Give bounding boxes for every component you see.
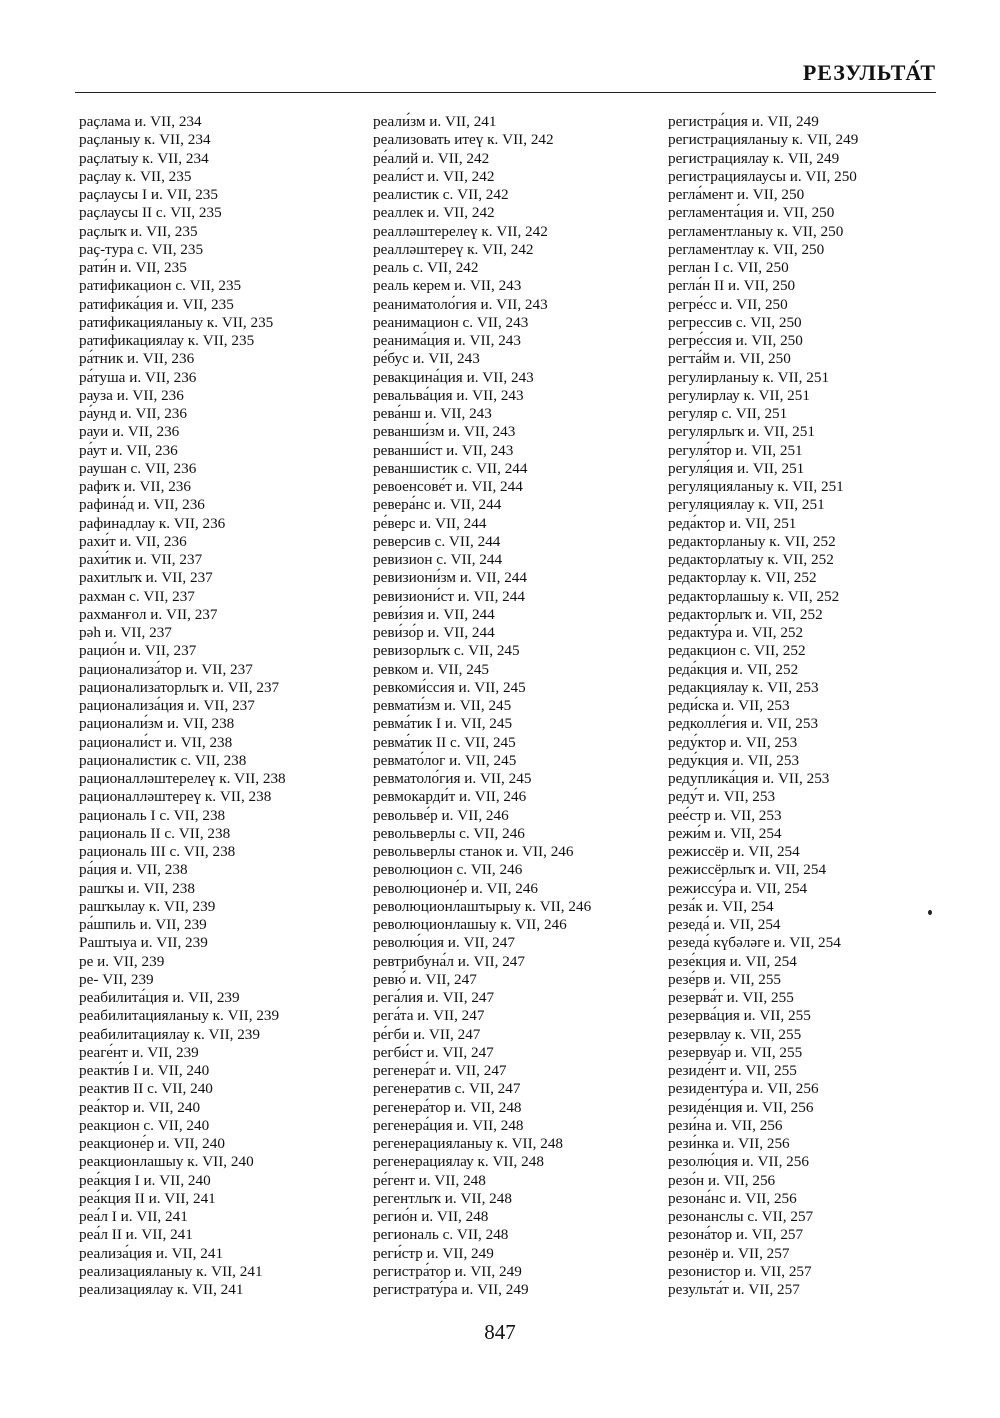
dictionary-entry: револьверлы с. VII, 246 — [373, 824, 525, 842]
entry-column-1 — [79, 113, 286, 1299]
dictionary-entry: ра́ция и. VII, 238 — [79, 861, 188, 879]
dictionary-entry: реалистик с. VII, 242 — [373, 186, 509, 203]
dictionary-entry: реди́ска и. VII, 253 — [668, 697, 790, 714]
dictionary-entry: реду́ктор и. VII, 253 — [668, 733, 798, 751]
dictionary-entry: реалләштереү к. VII, 242 — [373, 240, 534, 258]
dictionary-entry: регулярлыҡ и. VII, 251 — [668, 423, 815, 441]
dictionary-entry: резервлау к. VII, 255 — [668, 1025, 802, 1043]
dictionary-entry: ратификацион с. VII, 235 — [79, 277, 242, 295]
dictionary-entry: резиде́нт и. VII, 255 — [668, 1062, 797, 1079]
dictionary-entry: регби́ст и. VII, 247 — [373, 1043, 494, 1061]
dictionary-entry: рационализаторлыҡ и. VII, 237 — [79, 678, 280, 696]
dictionary-entry: реализа́ция и. VII, 241 — [79, 1244, 224, 1262]
dictionary-entry: регентлыҡ и. VII, 248 — [373, 1189, 512, 1207]
dictionary-entry: результа́т и. VII, 257 — [668, 1281, 800, 1298]
dictionary-entry: регуля́тор и. VII, 251 — [668, 441, 803, 459]
dictionary-entry: реали́ст и. VII, 242 — [373, 167, 495, 185]
dictionary-entry: реакционе́р и. VII, 240 — [79, 1135, 225, 1152]
dictionary-entry: раҫлау к. VII, 235 — [79, 167, 192, 185]
dictionary-entry: реабилита́ция и. VII, 239 — [79, 989, 240, 1006]
dictionary-entry: раҫлаусы I и. VII, 235 — [79, 186, 218, 203]
dictionary-entry: регре́сс и. VII, 250 — [668, 295, 788, 313]
dictionary-entry: раҫланыу к. VII, 234 — [79, 131, 211, 149]
dictionary-entry: рафинадлау к. VII, 236 — [79, 514, 226, 532]
dictionary-entry: регулирланыу к. VII, 251 — [668, 368, 830, 386]
dictionary-entry: рационали́зм и. VII, 238 — [79, 715, 235, 733]
dictionary-entry: рега́та и. VII, 247 — [373, 1007, 485, 1025]
dictionary-entry: ре́гент и. VII, 248 — [373, 1171, 486, 1189]
dictionary-entry: рәһ и. VII, 237 — [79, 624, 172, 641]
dictionary-entry: регуляциялау к. VII, 251 — [668, 496, 825, 514]
dictionary-entry: рауи и. VII, 236 — [79, 423, 180, 441]
dictionary-entry: рациональ II с. VII, 238 — [79, 824, 231, 842]
dictionary-entry: реа́кция I и. VII, 240 — [79, 1171, 211, 1189]
dictionary-entry: ревизиони́зм и. VII, 244 — [373, 569, 527, 587]
dictionary-entry: Раштыуа и. VII, 239 — [79, 934, 208, 952]
dictionary-entry: реа́л II и. VII, 241 — [79, 1226, 193, 1244]
dictionary-entry: режиссу́ра и. VII, 254 — [668, 879, 808, 897]
dictionary-entry: ре́гби и. VII, 247 — [373, 1025, 481, 1043]
dictionary-entry: реактив II с. VII, 240 — [79, 1080, 213, 1098]
dictionary-entry: реви́зия и. VII, 244 — [373, 605, 495, 623]
dictionary-entry: резонанслы с. VII, 257 — [668, 1208, 814, 1225]
dictionary-entry: реги́стр и. VII, 249 — [373, 1244, 494, 1262]
dictionary-entry: реаль керем и. VII, 243 — [373, 277, 522, 295]
dictionary-entry: ревмато́лог и. VII, 245 — [373, 751, 517, 769]
dictionary-entry: регенера́т и. VII, 247 — [373, 1062, 507, 1079]
dictionary-entry: резонёр и. VII, 257 — [668, 1244, 790, 1262]
dictionary-entry: редакторлыҡ и. VII, 252 — [668, 605, 823, 623]
dictionary-entry: реви́зо́р и. VII, 244 — [373, 624, 495, 641]
dictionary-entry: реализацияланыу к. VII, 241 — [79, 1262, 263, 1280]
dictionary-entry: рези́на и. VII, 256 — [668, 1116, 783, 1134]
dictionary-entry: ревма́тик I и. VII, 245 — [373, 715, 513, 733]
dictionary-entry: ре и. VII, 239 — [79, 952, 165, 970]
dictionary-entry: рафиҡ и. VII, 236 — [79, 478, 191, 495]
dictionary-entry: реду́кция и. VII, 253 — [668, 751, 800, 769]
dictionary-entry: ревма́тик II с. VII, 245 — [373, 733, 516, 751]
dictionary-entry: рациональ III с. VII, 238 — [79, 843, 236, 860]
dictionary-entry: реаниматоло́гия и. VII, 243 — [373, 295, 548, 313]
dictionary-entry: реванши́зм и. VII, 243 — [373, 423, 516, 441]
dictionary-entry: регла́н II и. VII, 250 — [668, 277, 796, 295]
dictionary-entry: реализовать итеү к. VII, 242 — [373, 131, 554, 149]
dictionary-entry: регта́йм и. VII, 250 — [668, 350, 791, 368]
dictionary-entry: ратификацияланыу к. VII, 235 — [79, 313, 274, 331]
dictionary-entry: рацио́н и. VII, 237 — [79, 642, 197, 660]
dictionary-entry: революционлаштырыу к. VII, 246 — [373, 897, 592, 915]
dictionary-entry: редколле́гия и. VII, 253 — [668, 715, 819, 733]
dictionary-entry: реакти́в I и. VII, 240 — [79, 1062, 210, 1079]
dictionary-entry: реанимацион с. VII, 243 — [373, 313, 529, 331]
dictionary-entry: раҫлыҡ и. VII, 235 — [79, 222, 198, 240]
dictionary-entry: раушан с. VII, 236 — [79, 459, 197, 477]
page-number: 847 — [484, 1320, 516, 1344]
dictionary-entry: регенерацияланыу к. VII, 248 — [373, 1135, 564, 1152]
dictionary-entry: реа́л I и. VII, 241 — [79, 1208, 188, 1225]
dictionary-entry: регенерациялау к. VII, 248 — [373, 1153, 544, 1171]
dictionary-entry: регистрату́ра и. VII, 249 — [373, 1281, 529, 1298]
dictionary-entry: рауза и. VII, 236 — [79, 386, 184, 404]
dictionary-entry: реаль с. VII, 242 — [373, 259, 479, 276]
dictionary-entry: ревкоми́ссия и. VII, 245 — [373, 678, 526, 696]
dictionary-entry: рахи́т и. VII, 236 — [79, 532, 187, 550]
dictionary-entry: реаге́нт и. VII, 239 — [79, 1043, 199, 1061]
dictionary-entry: ратификациялау к. VII, 235 — [79, 332, 255, 349]
dictionary-entry: резеда́ и. VII, 254 — [668, 916, 781, 933]
dictionary-entry: ревмати́зм и. VII, 245 — [373, 697, 512, 714]
dictionary-entry: рашҡылау к. VII, 239 — [79, 897, 216, 915]
dictionary-entry: реабилитациялау к. VII, 239 — [79, 1025, 260, 1043]
dictionary-entry: регио́н и. VII, 248 — [373, 1208, 489, 1225]
dictionary-entry: регистрацияланыу к. VII, 249 — [668, 131, 859, 149]
dictionary-entry: редакторланыу к. VII, 252 — [668, 532, 836, 550]
dictionary-entry: реакционлашыу к. VII, 240 — [79, 1153, 254, 1171]
dictionary-entry: рационали́ст и. VII, 238 — [79, 733, 233, 751]
dictionary-entry: ра́унд и. VII, 236 — [79, 405, 187, 422]
header-rule — [75, 92, 936, 93]
dictionary-entry: редакциялау к. VII, 253 — [668, 678, 819, 696]
dictionary-entry: ра́ут и. VII, 236 — [79, 441, 178, 459]
dictionary-entry: резеда́ күбәләге и. VII, 254 — [668, 934, 841, 952]
print-speck — [928, 910, 932, 915]
dictionary-entry: ре́бус и. VII, 243 — [373, 350, 480, 368]
dictionary-entry: ревакцина́ция и. VII, 243 — [373, 368, 534, 386]
dictionary-entry: редакторлау к. VII, 252 — [668, 569, 817, 587]
dictionary-entry: рационализа́тор и. VII, 237 — [79, 660, 253, 678]
dictionary-entry: реа́кция II и. VII, 241 — [79, 1189, 216, 1207]
dictionary-entry: ревком и. VII, 245 — [373, 660, 490, 678]
dictionary-entry: резона́тор и. VII, 257 — [668, 1226, 804, 1244]
entry-column-3 — [668, 113, 858, 1299]
dictionary-entry: ре- VII, 239 — [79, 970, 154, 988]
dictionary-entry: резонистор и. VII, 257 — [668, 1262, 812, 1280]
dictionary-entry: резиде́нция и. VII, 256 — [668, 1098, 814, 1116]
dictionary-entry: регре́ссия и. VII, 250 — [668, 332, 803, 349]
dictionary-entry: рационалистик с. VII, 238 — [79, 751, 247, 769]
dictionary-entry: регуляцияланыу к. VII, 251 — [668, 478, 844, 495]
dictionary-entry: рационализа́ция и. VII, 237 — [79, 697, 255, 714]
dictionary-entry: реза́к и. VII, 254 — [668, 897, 774, 915]
dictionary-entry: ревматоло́гия и. VII, 245 — [373, 770, 532, 787]
dictionary-entry: рационалләштереү к. VII, 238 — [79, 788, 272, 806]
dictionary-entry: регла́мент и. VII, 250 — [668, 186, 805, 203]
dictionary-entry: реду́т и. VII, 253 — [668, 788, 776, 806]
dictionary-entry: революционлашыу к. VII, 246 — [373, 916, 567, 933]
dictionary-entry: режи́м и. VII, 254 — [668, 824, 782, 842]
dictionary-entry: реабилитацияланыу к. VII, 239 — [79, 1007, 280, 1025]
dictionary-entry: ре́верс и. VII, 244 — [373, 514, 487, 532]
dictionary-entry: реали́зм и. VII, 241 — [373, 113, 497, 130]
dictionary-entry: ревю́ и. VII, 247 — [373, 970, 477, 988]
dictionary-entry: рега́лия и. VII, 247 — [373, 989, 495, 1006]
dictionary-entry: раҫлама и. VII, 234 — [79, 113, 202, 130]
dictionary-entry: реалләштерелеү к. VII, 242 — [373, 222, 548, 240]
dictionary-entry: резерва́т и. VII, 255 — [668, 989, 794, 1006]
dictionary-entry: реа́ктор и. VII, 240 — [79, 1098, 201, 1116]
dictionary-entry: реаллек и. VII, 242 — [373, 204, 495, 222]
dictionary-entry: рева́нш и. VII, 243 — [373, 405, 492, 422]
dictionary-entry: региональ с. VII, 248 — [373, 1226, 509, 1244]
dictionary-entry: редакторлатыу к. VII, 252 — [668, 551, 834, 568]
dictionary-entry: ра́туша и. VII, 236 — [79, 368, 197, 386]
dictionary-entry: резона́нс и. VII, 256 — [668, 1189, 797, 1207]
dictionary-entry: реанима́ция и. VII, 243 — [373, 332, 521, 349]
dictionary-entry: ре́алий и. VII, 242 — [373, 149, 490, 167]
dictionary-entry: регламентлау к. VII, 250 — [668, 240, 825, 258]
running-head: РЕЗУЛЬТА́Т — [802, 60, 936, 85]
dictionary-entry: рационалләштерелеү к. VII, 238 — [79, 770, 286, 787]
dictionary-entry: резо́н и. VII, 256 — [668, 1171, 776, 1189]
dictionary-entry: регистрациялау к. VII, 249 — [668, 149, 840, 167]
dictionary-entry: режиссёр и. VII, 254 — [668, 843, 800, 860]
dictionary-entry: резолю́ция и. VII, 256 — [668, 1153, 809, 1171]
dictionary-entry: режиссёрлыҡ и. VII, 254 — [668, 861, 827, 879]
dictionary-entry: ревтрибуна́л и. VII, 247 — [373, 952, 525, 970]
dictionary-entry: редакторлашыу к. VII, 252 — [668, 587, 840, 605]
dictionary-entry: рахман с. VII, 237 — [79, 587, 195, 605]
dictionary-entry: регистра́ция и. VII, 249 — [668, 113, 819, 130]
dictionary-entry: редакцион с. VII, 252 — [668, 642, 806, 660]
dictionary-entry: регрессив с. VII, 250 — [668, 313, 802, 331]
dictionary-entry: реваншистик с. VII, 244 — [373, 459, 528, 477]
dictionary-entry: ревальва́ция и. VII, 243 — [373, 386, 524, 404]
dictionary-entry: рези́нка и. VII, 256 — [668, 1135, 790, 1152]
dictionary-entry: рее́стр и. VII, 253 — [668, 806, 782, 824]
dictionary-entry: ревоенсове́т и. VII, 244 — [373, 478, 523, 495]
dictionary-entry: революционе́р и. VII, 246 — [373, 879, 539, 897]
dictionary-entry: регуля́ция и. VII, 251 — [668, 459, 805, 477]
dictionary-entry: редакту́ра и. VII, 252 — [668, 624, 804, 641]
dictionary-entry: реглан I с. VII, 250 — [668, 259, 789, 276]
dictionary-entry: реализациялау к. VII, 241 — [79, 1281, 244, 1298]
dictionary-entry: реванши́ст и. VII, 243 — [373, 441, 514, 459]
dictionary-entry: резе́рв и. VII, 255 — [668, 970, 782, 988]
dictionary-entry: ревизиони́ст и. VII, 244 — [373, 587, 525, 605]
dictionary-entry: реда́ктор и. VII, 251 — [668, 514, 797, 532]
dictionary-entry: рати́н и. VII, 235 — [79, 259, 187, 276]
dictionary-entry: регенера́ция и. VII, 248 — [373, 1116, 524, 1134]
dictionary-entry: рафина́д и. VII, 236 — [79, 496, 205, 514]
dictionary-entry: рашҡы и. VII, 238 — [79, 879, 195, 897]
dictionary-entry: регулирлау к. VII, 251 — [668, 386, 810, 404]
dictionary-entry: реда́кция и. VII, 252 — [668, 660, 799, 678]
dictionary-entry: регистрациялаусы и. VII, 250 — [668, 167, 857, 185]
dictionary-entry: ревизион с. VII, 244 — [373, 551, 503, 568]
dictionary-entry: раҫ-тура с. VII, 235 — [79, 240, 204, 258]
dictionary-entry: регуляр с. VII, 251 — [668, 405, 788, 422]
dictionary-entry: рахманғол и. VII, 237 — [79, 605, 218, 623]
dictionary-entry: рахи́тик и. VII, 237 — [79, 551, 203, 568]
dictionary-entry: раҫлатыу к. VII, 234 — [79, 149, 209, 167]
dictionary-entry: ратифика́ция и. VII, 235 — [79, 295, 234, 313]
dictionary-entry: резе́кция и. VII, 254 — [668, 952, 797, 970]
dictionary-entry: регистра́тор и. VII, 249 — [373, 1262, 522, 1280]
dictionary-entry: резервуа́р и. VII, 255 — [668, 1043, 803, 1061]
entry-column-2 — [373, 113, 591, 1299]
dictionary-entry: ревизорлыҡ с. VII, 245 — [373, 642, 520, 660]
dictionary-entry: реверсив с. VII, 244 — [373, 532, 501, 550]
dictionary-entry: ра́шпиль и. VII, 239 — [79, 916, 207, 933]
dictionary-entry: революцион с. VII, 246 — [373, 861, 523, 879]
dictionary-entry: резерва́ция и. VII, 255 — [668, 1007, 811, 1025]
dictionary-entry: револьверлы станок и. VII, 246 — [373, 843, 574, 860]
dictionary-entry: рахитлыҡ и. VII, 237 — [79, 569, 213, 587]
dictionary-entry: регламента́ция и. VII, 250 — [668, 204, 835, 222]
dictionary-entry: револьве́р и. VII, 246 — [373, 806, 509, 824]
dictionary-entry: реакцион с. VII, 240 — [79, 1116, 210, 1134]
dictionary-entry: регенератив с. VII, 247 — [373, 1080, 521, 1098]
dictionary-entry: регламентланыу к. VII, 250 — [668, 222, 844, 240]
dictionary-entry: ревера́нс и. VII, 244 — [373, 496, 502, 514]
dictionary-entry: ра́тник и. VII, 236 — [79, 350, 195, 368]
dictionary-entry: револю́ция и. VII, 247 — [373, 934, 515, 952]
dictionary-entry: регенера́тор и. VII, 248 — [373, 1098, 522, 1116]
dictionary-entry: резиденту́ра и. VII, 256 — [668, 1080, 819, 1098]
dictionary-entry: раҫлаусы II с. VII, 235 — [79, 204, 222, 222]
dictionary-entry: ревмокарди́т и. VII, 246 — [373, 788, 527, 806]
dictionary-entry: редуплика́ция и. VII, 253 — [668, 770, 830, 787]
dictionary-entry: рациональ I с. VII, 238 — [79, 806, 226, 824]
